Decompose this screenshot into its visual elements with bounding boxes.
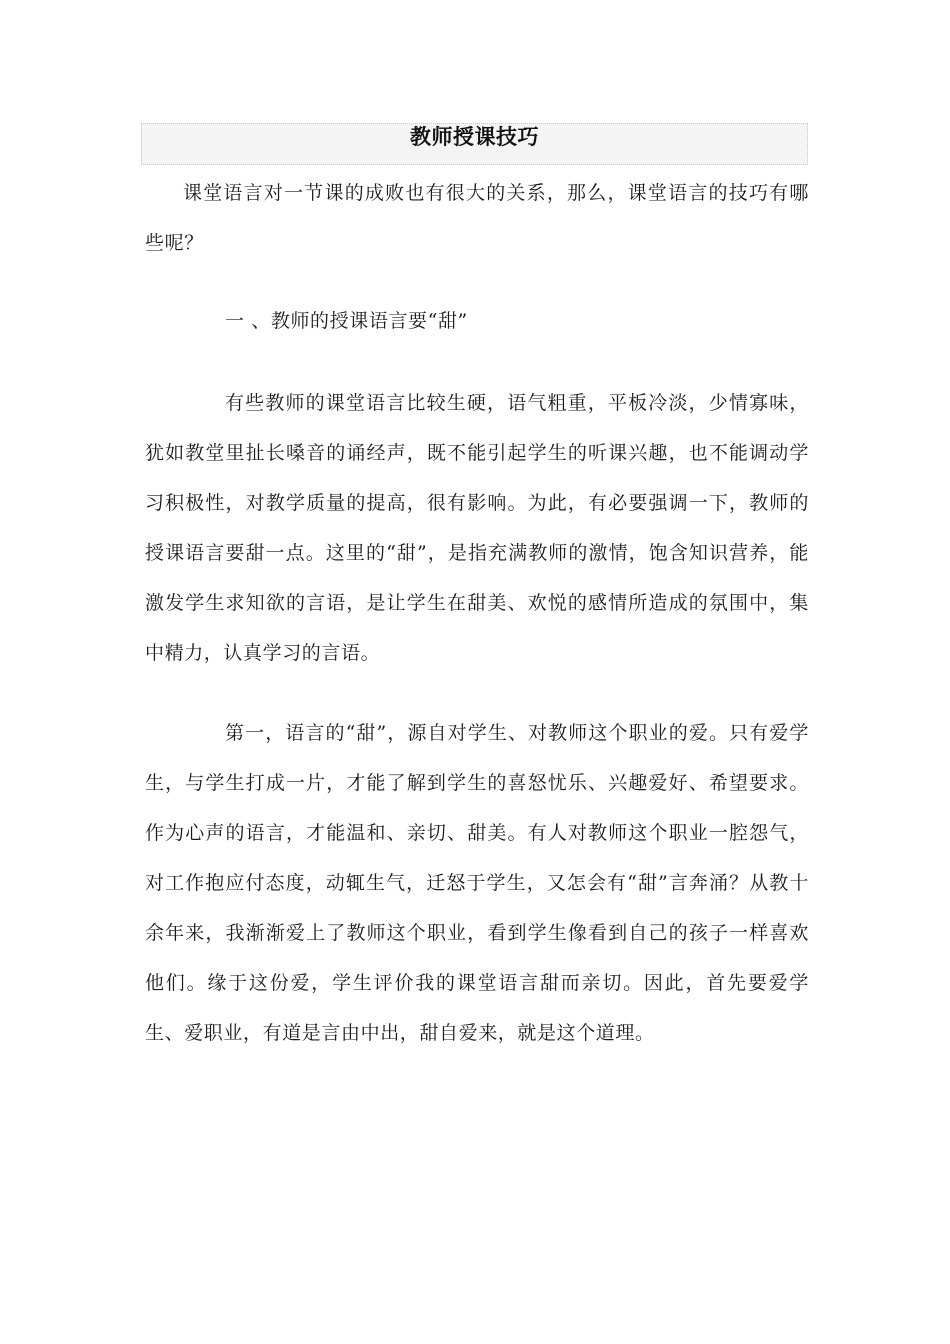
section-heading: 一 、教师的授课语言要“甜” <box>225 310 468 332</box>
body-paragraph-1: 有些教师的课堂语言比较生硬，语气粗重，平板冷淡，少情寡味，犹如教堂里扯长嗓音的诵经声，既不能引起学生的听课兴趣，也不能调动学习积极性，对教学质量的提高，很有影响。为此，有必要强调一下，教师的授课语言要甜一点。这里的“甜”，是指充满教师的激情，饱含知识营养，能激发学生求知欲的言语，是让学生在甜美、欢悦的感情所造成的氛围中，集中精力，认真学习的言语。 <box>145 392 809 664</box>
document-title: 教师授课技巧 <box>410 125 539 149</box>
body-paragraph-2: 第一，语言的“甜”，源自对学生、对教师这个职业的爱。只有爱学生，与学生打成一片，才能了解到学生的喜怒忧乐、兴趣爱好、希望要求。作为心声的语言，才能温和、亲切、甜美。有人对教师这个职业一腔怨气，对工作抱应付态度，动辄生气，迁怒于学生，又怎会有“甜”言奔涌？从教十余年来，我渐渐爱上了教师这个职业，看到学生像看到自己的孩子一样喜欢他们。缘于这份爱，学生评价我的课堂语言甜而亲切。因此，首先要爱学生、爱职业，有道是言由中出，甜自爱来，就是这个道理。 <box>145 722 809 1044</box>
intro-paragraph: 课堂语言对一节课的成败也有很大的关系，那么，课堂语言的技巧有哪些呢？ <box>145 182 809 254</box>
title-banner <box>141 123 808 165</box>
